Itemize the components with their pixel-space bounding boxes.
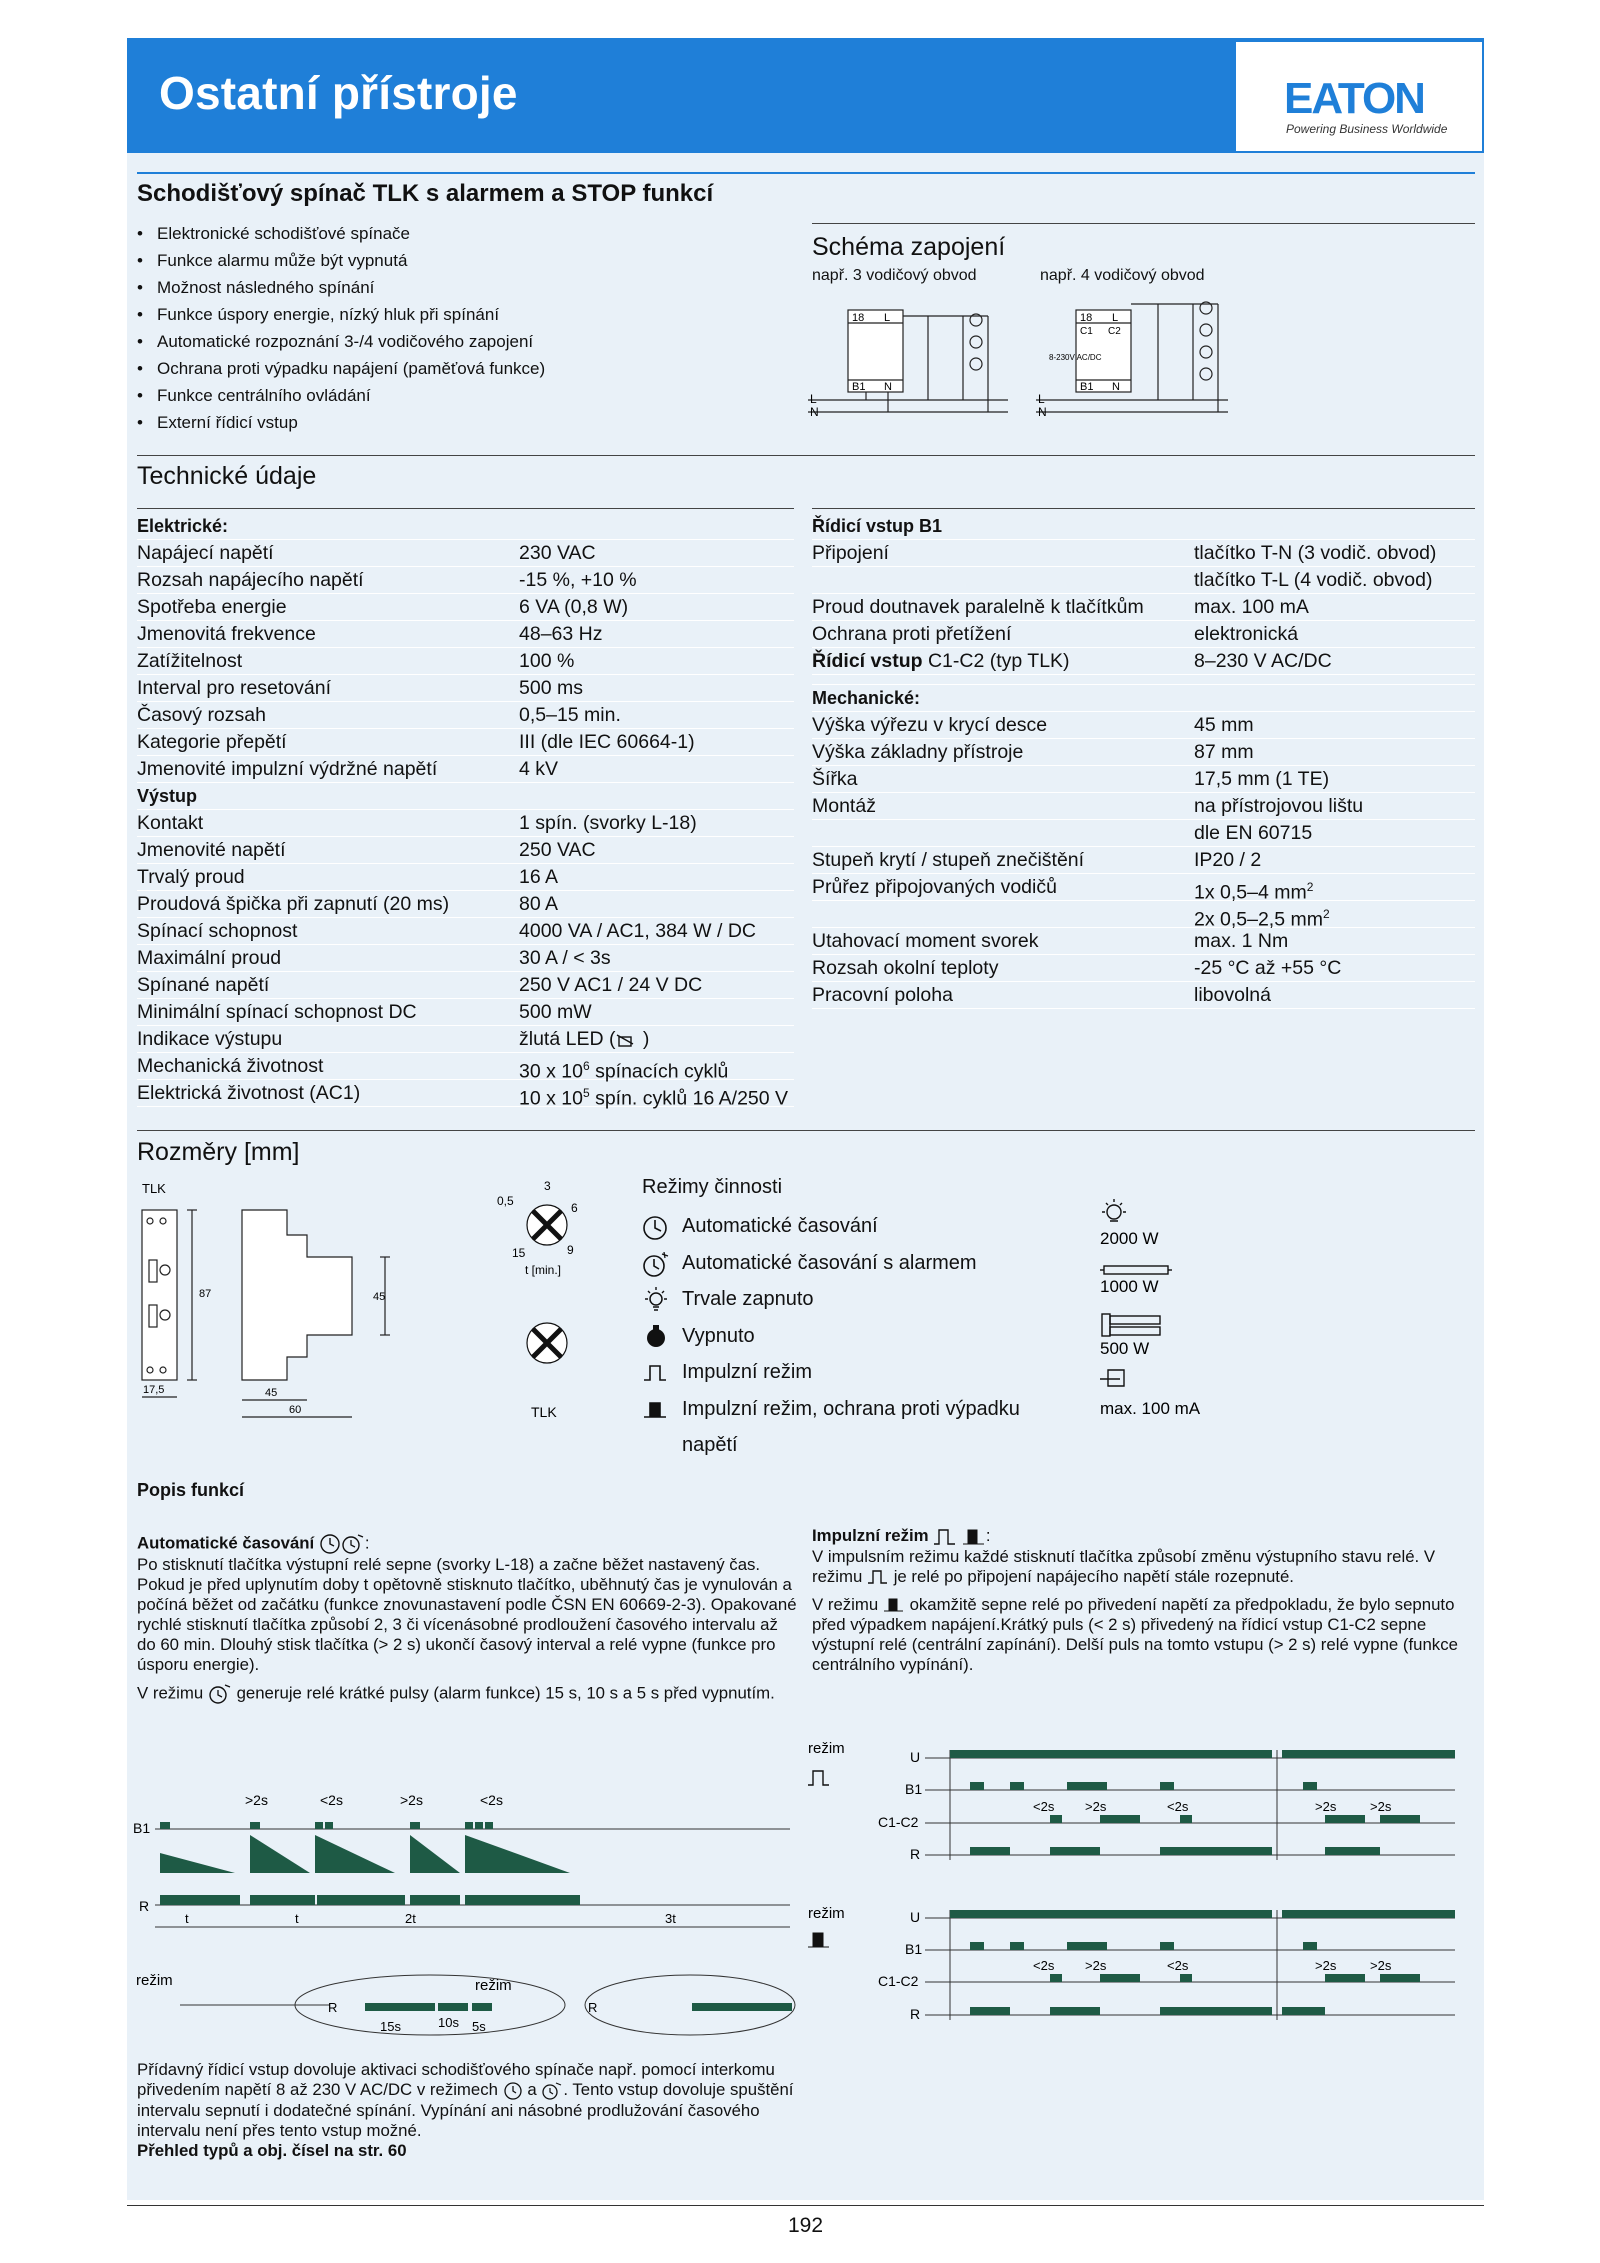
c1c2-label: C1-C2 xyxy=(878,1973,919,1989)
output-heading: Výstup xyxy=(137,786,198,806)
mark: <2s xyxy=(1167,1799,1189,1814)
r-label: R xyxy=(139,1898,150,1914)
dial-unit: t [min.] xyxy=(525,1263,562,1277)
divider xyxy=(137,172,1475,174)
table-row: Minimální spínací schopnost DC 500 mW xyxy=(137,999,794,1026)
list-item: • Automatické rozpoznání 3-/4 vodičového zapojení xyxy=(137,328,545,355)
wiring-sub-3: např. 3 vodičový obvod xyxy=(812,267,977,284)
dial-9: 9 xyxy=(567,1243,574,1257)
mark: >2s xyxy=(1085,1958,1107,1973)
term-C1: C1 xyxy=(1080,326,1093,337)
s10: 10s xyxy=(438,2015,459,2030)
dimension-drawing xyxy=(137,1175,627,1435)
modes-list xyxy=(642,1208,1020,1464)
alarm-clock-icon xyxy=(208,1683,232,1705)
table-row: Kategorie přepětí III (dle IEC 60664-1) xyxy=(137,729,794,756)
dial-05: 0,5 xyxy=(497,1194,514,1208)
clock-icon xyxy=(319,1533,341,1555)
mark: >2s xyxy=(245,1792,268,1808)
dial-6: 6 xyxy=(571,1201,578,1215)
feature-list xyxy=(137,220,545,436)
table-row: Mechanická životnost 30 x $10^6$ spínacích cyklů xyxy=(137,1053,794,1080)
table-row: Rozsah okolní teploty -25 °C až +55 °C xyxy=(812,955,1475,982)
dial-3: 3 xyxy=(544,1179,551,1193)
table-row: Jmenovitá frekvence 48–63 Hz xyxy=(137,621,794,648)
table-row: Řídicí vstup C1-C2 (typ TLK) 8–230 V AC/DC xyxy=(812,648,1475,675)
table-row: Ochrana proti přetížení elektronická xyxy=(812,621,1475,648)
table-row: Časový rozsah 0,5–15 min. xyxy=(137,702,794,729)
load-2000w: 2000 W xyxy=(1100,1229,1159,1248)
rezim-label: režim xyxy=(136,1972,173,1989)
mode-item-cont: napětí xyxy=(682,1434,738,1456)
bulb-off-icon xyxy=(642,1323,670,1351)
dim-45: 45 xyxy=(373,1291,386,1303)
list-item: • Funkce alarmu může být vypnutá xyxy=(137,247,545,274)
mark: >2s xyxy=(1315,1958,1337,1973)
r-label: R xyxy=(910,2006,921,2022)
term-L: L xyxy=(1112,312,1119,324)
divider xyxy=(812,508,1475,509)
r-label: R xyxy=(910,1846,921,1862)
term-B1: B1 xyxy=(852,381,866,393)
mode-item: Impulzní režim xyxy=(642,1354,1020,1391)
mode-item: Automatické časování xyxy=(642,1208,1020,1245)
table-row: Stupeň krytí / stupeň znečištění IP20 / 2 xyxy=(812,847,1475,874)
table-row: Výška výřezu v krycí desce 45 mm xyxy=(812,712,1475,739)
u-label: U xyxy=(910,1909,921,1925)
tlk-label: TLK xyxy=(142,1181,166,1196)
clock-icon xyxy=(642,1215,668,1241)
table-row: Jmenovité napětí 250 VAC xyxy=(137,837,794,864)
timing-diagram-auto xyxy=(130,1775,810,2045)
table-row: Šířka 17,5 mm (1 TE) xyxy=(812,766,1475,793)
tech-title: Technické údaje xyxy=(137,462,317,490)
table-row: Kontakt 1 spín. (svorky L-18) xyxy=(137,810,794,837)
mark: <2s xyxy=(1033,1958,1055,1973)
page-title: Ostatní přístroje xyxy=(159,67,518,119)
load-1000w: 1000 W xyxy=(1100,1277,1159,1296)
s15: 15s xyxy=(380,2019,401,2034)
term-N: N xyxy=(884,381,892,393)
mode-item: Vypnuto xyxy=(642,1318,1020,1355)
bottom-note: Přídavný řídicí vstup dovoluje aktivaci schodišťového spínače např. pomocí interkomu přivedením napětí 8 až 230 V AC/DC v režimech a . Tento vstup dovoluje spuštění intervalu sepnutí i dodatečné spínání. Vypínání ani násobné prodlužování časového intervalu není přes tento vstup možné. Přehled typů a obj. čísel na str. 60 xyxy=(137,2060,802,2161)
divider xyxy=(127,2205,1484,2206)
b1-label: B1 xyxy=(905,1781,923,1797)
mark: >2s xyxy=(1370,1958,1392,1973)
control-heading: Řídicí vstup B1 xyxy=(812,516,943,536)
timing-diagram-impulse xyxy=(805,1735,1470,2075)
functions-title: Popis funkcí xyxy=(137,1480,245,1500)
rezim-label: režim xyxy=(475,1977,512,1994)
mark: >2s xyxy=(1085,1799,1107,1814)
table-row: Trvalý proud 16 A xyxy=(137,864,794,891)
t-label: t xyxy=(185,1911,189,1926)
load-500w: 500 W xyxy=(1100,1339,1150,1358)
t-label: t xyxy=(295,1911,299,1926)
pulse-memory-icon xyxy=(808,1933,829,1947)
mark: >2s xyxy=(1370,1799,1392,1814)
load-100ma: max. 100 mA xyxy=(1100,1399,1201,1416)
pulse-icon xyxy=(867,1568,889,1586)
u-label: U xyxy=(910,1749,921,1765)
mark: <2s xyxy=(480,1792,503,1808)
bulb-on-icon xyxy=(642,1286,670,1314)
list-item: • Funkce centrálního ovládání xyxy=(137,382,545,409)
b1-label: B1 xyxy=(133,1820,151,1836)
label-N: N xyxy=(1038,405,1047,419)
electrical-heading: Elektrické: xyxy=(137,516,229,536)
list-item: • Funkce úspory energie, nízký hluk při spínání xyxy=(137,301,545,328)
reference-link[interactable]: Přehled typů a obj. čísel na str. 60 xyxy=(137,2140,407,2160)
table-row: Spínací schopnost 4000 VA / AC1, 384 W / DC xyxy=(137,918,794,945)
logo-tagline: Powering Business Worldwide xyxy=(1286,122,1448,136)
auto-heading: Automatické časování xyxy=(137,1533,315,1553)
control-table xyxy=(812,513,1475,1009)
page-number: 192 xyxy=(788,2214,824,2237)
b1-label: B1 xyxy=(905,1941,923,1957)
table-row: Proudová špička při zapnutí (20 ms) 80 A xyxy=(137,891,794,918)
table-row: Utahovací moment svorek max. 1 Nm xyxy=(812,928,1475,955)
alarm-clock-icon xyxy=(541,2081,563,2101)
table-row: Spínané napětí 250 V AC1 / 24 V DC xyxy=(137,972,794,999)
mark: <2s xyxy=(1033,1799,1055,1814)
pulse-icon xyxy=(933,1527,957,1547)
mode-item: Automatické časování s alarmem xyxy=(642,1245,1020,1282)
wiring-title: Schéma zapojení xyxy=(812,233,1006,261)
term-B1: B1 xyxy=(1080,381,1094,393)
product-title: Schodišťový spínač TLK s alarmem a STOP funkcí xyxy=(137,180,714,207)
led-icon xyxy=(615,1032,637,1048)
dim-45b: 45 xyxy=(265,1387,278,1399)
mark: <2s xyxy=(1167,1958,1189,1973)
table-row: Výška základny přístroje 87 mm xyxy=(812,739,1475,766)
alarm-clock-icon xyxy=(341,1533,365,1555)
mark: <2s xyxy=(320,1792,343,1808)
c1c2-label: C1-C2 xyxy=(878,1814,919,1830)
list-item: • Ochrana proti výpadku napájení (paměťová funkce) xyxy=(137,355,545,382)
table-row: Připojení tlačítko T-N (3 vodič. obvod) xyxy=(812,540,1475,567)
table-row: Jmenovité impulzní výdržné napětí 4 kV xyxy=(137,756,794,783)
auto-section: Automatické časování : Po stisknutí tlačítka výstupní relé sepne (svorky L-18) a začne běžet nastavený čas. Pokud je před uplynutím doby t opětovně stisknuto tlačítko, uběhnutý čas je vynulován a počíná běžet od začátku (funkce znovunastavení podle ČSN EN 60669-2-3). Opakované rychlé stisknutí tlačítka způsobí 2, 3 či vícenásobné prodloužení časového intervalu až do 60 min. Dlouhý stisk tlačítka (> 2 s) ukončí časový interval a relé vypne (funkce pro úsporu energie). V režimu generuje relé krátké pulsy (alarm funkce) 15 s, 10 s a 5 s před vypnutím. xyxy=(137,1533,797,1705)
term-L: L xyxy=(884,312,891,324)
table-row: Montáž na přístrojovou lištu xyxy=(812,793,1475,820)
table-row: Indikace výstupu žlutá LED ( ) xyxy=(137,1026,794,1053)
table-row: dle EN 60715 xyxy=(812,820,1475,847)
auto-text: Po stisknutí tlačítka výstupní relé sepne (svorky L-18) a začne běžet nastavený čas. Pokud je před uplynutím doby t opětovně stisknuto tlačítko, uběhnutý čas je vynulován a počíná běžet od začátku (funkce znovunastavení podle ČSN EN 60669-2-3). Opakované rychlé stisknutí tlačítka způsobí 2, 3 či vícenásobné prodloužení časového intervalu až do 60 min. Dlouhý stisk tlačítka (> 2 s) ukončí časový interval a relé vypne (funkce pro úsporu energie). xyxy=(137,1555,797,1674)
mode-item: Trvale zapnuto xyxy=(642,1281,1020,1318)
list-item: • Možnost následného spínání xyxy=(137,274,545,301)
table-row: Interval pro resetování 500 ms xyxy=(137,675,794,702)
dial-15: 15 xyxy=(512,1246,526,1260)
divider xyxy=(137,508,794,509)
pulse-icon xyxy=(642,1362,668,1384)
label-L: L xyxy=(1038,392,1045,406)
mark: >2s xyxy=(400,1792,423,1808)
dial2-label: TLK xyxy=(531,1404,557,1420)
table-row: Maximální proud 30 A / < 3s xyxy=(137,945,794,972)
table-row: Průřez připojovaných vodičů 1x 0,5–4 $mm^2$ xyxy=(812,874,1475,901)
table-row: Pracovní poloha libovolná xyxy=(812,982,1475,1009)
t-label: 2t xyxy=(405,1911,416,1926)
term-18: 18 xyxy=(852,312,865,324)
list-item: • Elektronické schodišťové spínače xyxy=(137,220,545,247)
term-18: 18 xyxy=(1080,312,1093,324)
zoom-r: R xyxy=(588,2000,598,2015)
mark: >2s xyxy=(1315,1799,1337,1814)
table-row: 2x 0,5–2,5 $mm^2$ xyxy=(812,901,1475,928)
dim-17-5: 17,5 xyxy=(143,1384,165,1396)
pulse-memory-icon xyxy=(883,1596,905,1614)
t-label: 3t xyxy=(665,1911,676,1926)
zoom-r: R xyxy=(328,2000,338,2015)
divider xyxy=(137,455,1475,456)
dim-87: 87 xyxy=(199,1288,212,1300)
impulse-heading: Impulzní režim xyxy=(812,1526,929,1545)
rezim-label: režim xyxy=(808,1905,845,1922)
table-row: Rozsah napájecího napětí -15 %, +10 % xyxy=(137,567,794,594)
label-L: L xyxy=(810,392,817,406)
table-row: Spotřeba energie 6 VA (0,8 W) xyxy=(137,594,794,621)
table-row: Proud doutnavek paralelně k tlačítkům max. 100 mA xyxy=(812,594,1475,621)
list-item: • Externí řídicí vstup xyxy=(137,409,545,436)
eaton-logo xyxy=(1236,42,1482,151)
electrical-table xyxy=(137,513,794,1110)
wiring-sub-4: např. 4 vodičový obvod xyxy=(1040,267,1205,284)
dims-title: Rozměry [mm] xyxy=(137,1138,300,1166)
term-N: N xyxy=(1112,381,1120,393)
logo-text: EATON xyxy=(1284,74,1424,123)
s5: 5s xyxy=(472,2019,486,2034)
table-row: tlačítko T-L (4 vodič. obvod) xyxy=(812,567,1475,594)
load-icons xyxy=(1100,1196,1220,1416)
wiring-diagram xyxy=(808,290,1228,430)
label-voltage: 8-230V AC/DC xyxy=(1049,353,1102,362)
dim-60: 60 xyxy=(289,1404,302,1416)
mode-item: Impulzní režim, ochrana proti výpadku xyxy=(642,1391,1020,1428)
impulse-section: Impulzní režim : V impulsním režimu každé stisknutí tlačítka způsobí změnu výstupního stavu relé. V režimu je relé po připojení napájecího napětí stále rozepnuté. V režimu okamžitě sepne relé po přivedení napětí za předpokladu, že bylo sepnuto před výpadkem napájení.Krátký puls (< 2 s) přivedený na řídicí vstup C1-C2 sepne výstupní relé (centrální zapínání). Delší puls na tomto vstupu (> 2 s) relé vypne (funkce centrálního vypínání). xyxy=(812,1526,1458,1674)
modes-title: Režimy činnosti xyxy=(642,1176,783,1198)
divider xyxy=(812,223,1475,224)
clock-icon xyxy=(503,2081,523,2101)
table-row: Napájecí napětí 230 VAC xyxy=(137,540,794,567)
label-N: N xyxy=(810,405,819,419)
rezim-label: režim xyxy=(808,1740,845,1757)
alarm-clock-icon xyxy=(642,1252,670,1278)
divider xyxy=(137,1130,1475,1131)
table-row: Elektrická životnost (AC1) 10 x $10^5$ spín. cyklů 16 A/250 V xyxy=(137,1080,794,1107)
table-row: Zatížitelnost 100 % xyxy=(137,648,794,675)
pulse-memory-icon xyxy=(642,1399,668,1421)
term-C2: C2 xyxy=(1108,326,1121,337)
mechanical-heading: Mechanické: xyxy=(812,688,921,708)
pulse-memory-icon xyxy=(962,1527,986,1547)
